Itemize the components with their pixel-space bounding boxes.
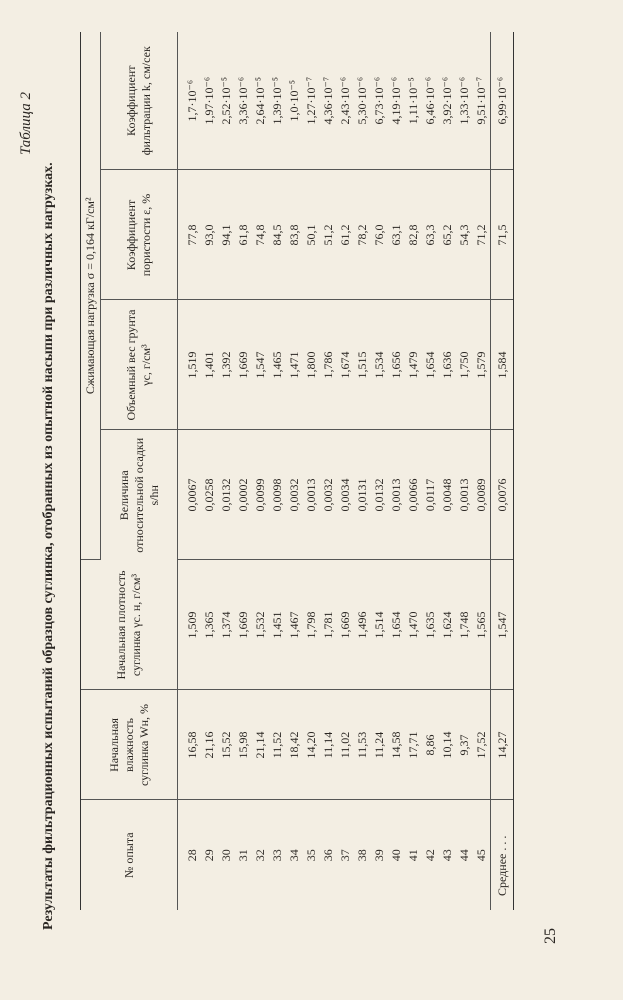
cell-density: 1,654: [388, 560, 405, 690]
cell-num: 42: [423, 849, 437, 862]
cell-num: 34: [287, 849, 301, 862]
cell-porosity: 61,2: [337, 170, 354, 300]
cell-moisture: 21,16: [201, 690, 218, 800]
cell-moisture: 18,42: [286, 690, 303, 800]
header-filtration: Коэффициент фильтрации k, см/сек: [101, 32, 178, 170]
cell-filtration: 9,51·10⁻⁷: [473, 32, 491, 170]
cell-settlement: 0,0032: [320, 430, 337, 560]
cell-unit-weight: 1,656: [388, 300, 405, 430]
cell-moisture: 11,14: [320, 690, 337, 800]
table-row: [337, 32, 354, 910]
cell-settlement: 0,0013: [456, 430, 473, 560]
cell-num: 37: [338, 849, 352, 862]
cell-unit-weight: 1,479: [405, 300, 422, 430]
cell-filtration: 1,11·10⁻⁵: [405, 32, 422, 170]
table-row: [456, 32, 473, 910]
cell-porosity: 71,2: [473, 170, 491, 300]
cell-porosity: 63,1: [388, 170, 405, 300]
cell-density: 1,514: [371, 560, 388, 690]
cell-density: 1,509: [178, 560, 202, 690]
cell-density: 1,669: [235, 560, 252, 690]
cell-density: 1,624: [439, 560, 456, 690]
cell-settlement: 0,0032: [286, 430, 303, 560]
cell-density: 1,365: [201, 560, 218, 690]
cell-settlement: 0,0066: [405, 430, 422, 560]
cell-filtration: 1,27·10⁻⁷: [303, 32, 320, 170]
results-table: [80, 32, 514, 910]
cell-num: 33: [270, 849, 284, 862]
cell-unit-weight: 1,534: [371, 300, 388, 430]
cell-num: 32: [253, 849, 267, 862]
average-moisture: 14,27: [491, 690, 514, 800]
average-filtration: 6,99·10⁻⁶: [491, 32, 514, 170]
cell-unit-weight: 1,750: [456, 300, 473, 430]
cell-porosity: 76,0: [371, 170, 388, 300]
cell-porosity: 54,3: [456, 170, 473, 300]
header-moisture: Начальная влажность суглинка Wн, %: [81, 690, 178, 800]
cell-settlement: 0,0089: [473, 430, 491, 560]
cell-porosity: 93,0: [201, 170, 218, 300]
cell-num: 31: [236, 849, 250, 862]
table-row: [388, 32, 405, 910]
cell-settlement: 0,0098: [269, 430, 286, 560]
cell-porosity: 65,2: [439, 170, 456, 300]
cell-porosity: 78,2: [354, 170, 371, 300]
cell-moisture: 11,02: [337, 690, 354, 800]
average-settlement: 0,0076: [491, 430, 514, 560]
cell-settlement: 0,0013: [303, 430, 320, 560]
table-title: Результаты фильтрационных испытаний образцов суглинка, отобранных из опытной насыпи при различных нагрузках.: [41, 162, 56, 930]
cell-settlement: 0,0067: [178, 430, 202, 560]
cell-moisture: 14,58: [388, 690, 405, 800]
cell-porosity: 74,8: [252, 170, 269, 300]
table-row: [354, 32, 371, 910]
cell-settlement: 0,0034: [337, 430, 354, 560]
cell-moisture: 21,14: [252, 690, 269, 800]
cell-filtration: 1,97·10⁻⁶: [201, 32, 218, 170]
cell-density: 1,565: [473, 560, 491, 690]
cell-filtration: 3,36·10⁻⁶: [235, 32, 252, 170]
cell-filtration: 4,19·10⁻⁶: [388, 32, 405, 170]
cell-density: 1,470: [405, 560, 422, 690]
cell-num: 28: [185, 849, 199, 862]
table-row: [405, 32, 422, 910]
cell-num: 36: [321, 849, 335, 862]
cell-filtration: 1,39·10⁻⁵: [269, 32, 286, 170]
cell-settlement: 0,0131: [354, 430, 371, 560]
cell-density: 1,374: [218, 560, 235, 690]
cell-filtration: 1,7·10⁻⁶: [178, 32, 202, 170]
cell-settlement: 0,0002: [235, 430, 252, 560]
cell-settlement: 0,0048: [439, 430, 456, 560]
cell-unit-weight: 1,674: [337, 300, 354, 430]
cell-unit-weight: 1,392: [218, 300, 235, 430]
cell-filtration: 2,52·10⁻⁵: [218, 32, 235, 170]
cell-filtration: 6,46·10⁻⁶: [422, 32, 439, 170]
header-density: Начальная плотность суглинка γс. н, г/см³: [81, 560, 178, 690]
cell-settlement: 0,0258: [201, 430, 218, 560]
cell-filtration: 3,92·10⁻⁶: [439, 32, 456, 170]
cell-moisture: 15,98: [235, 690, 252, 800]
cell-porosity: 61,8: [235, 170, 252, 300]
cell-moisture: 10,14: [439, 690, 456, 800]
cell-moisture: 14,20: [303, 690, 320, 800]
cell-filtration: 5,30·10⁻⁶: [354, 32, 371, 170]
cell-num: 40: [389, 849, 403, 862]
cell-unit-weight: 1,669: [235, 300, 252, 430]
header-num: № опыта: [81, 800, 178, 910]
cell-moisture: 8,86: [422, 690, 439, 800]
header-settlement: Величина относительной осадки s/hн: [101, 430, 178, 560]
cell-unit-weight: 1,401: [201, 300, 218, 430]
cell-moisture: 17,71: [405, 690, 422, 800]
cell-unit-weight: 1,579: [473, 300, 491, 430]
cell-num: 41: [406, 849, 420, 862]
cell-unit-weight: 1,654: [422, 300, 439, 430]
cell-unit-weight: 1,800: [303, 300, 320, 430]
cell-unit-weight: 1,786: [320, 300, 337, 430]
table-body: [178, 32, 491, 910]
cell-filtration: 1,0·10⁻⁵: [286, 32, 303, 170]
cell-unit-weight: 1,547: [252, 300, 269, 430]
table-row: [303, 32, 320, 910]
average-density: 1,547: [491, 560, 514, 690]
table-row: [269, 32, 286, 910]
cell-porosity: 82,8: [405, 170, 422, 300]
cell-num: 45: [474, 849, 488, 862]
cell-density: 1,635: [422, 560, 439, 690]
cell-density: 1,467: [286, 560, 303, 690]
cell-settlement: 0,0132: [218, 430, 235, 560]
cell-porosity: 83,8: [286, 170, 303, 300]
cell-unit-weight: 1,471: [286, 300, 303, 430]
cell-density: 1,451: [269, 560, 286, 690]
cell-num: 39: [372, 849, 386, 862]
cell-porosity: 84,5: [269, 170, 286, 300]
cell-filtration: 2,64·10⁻⁵: [252, 32, 269, 170]
cell-porosity: 63,3: [422, 170, 439, 300]
table-row: [218, 32, 235, 910]
cell-num: 44: [457, 849, 471, 862]
table-row: [286, 32, 303, 910]
cell-num: 29: [202, 849, 216, 862]
cell-density: 1,798: [303, 560, 320, 690]
average-row: [491, 32, 514, 910]
cell-moisture: 11,24: [371, 690, 388, 800]
cell-density: 1,532: [252, 560, 269, 690]
cell-density: 1,748: [456, 560, 473, 690]
cell-density: 1,669: [337, 560, 354, 690]
table-row: [201, 32, 218, 910]
cell-porosity: 51,2: [320, 170, 337, 300]
table-row: [320, 32, 337, 910]
cell-settlement: 0,0013: [388, 430, 405, 560]
cell-filtration: 1,33·10⁻⁶: [456, 32, 473, 170]
table-row: [178, 32, 202, 910]
cell-porosity: 77,8: [178, 170, 202, 300]
average-unit-weight: 1,584: [491, 300, 514, 430]
average-porosity: 71,5: [491, 170, 514, 300]
cell-settlement: 0,0132: [371, 430, 388, 560]
table-label: Таблица 2: [18, 92, 34, 155]
table-row: [252, 32, 269, 910]
cell-moisture: 11,53: [354, 690, 371, 800]
cell-moisture: 17,52: [473, 690, 491, 800]
cell-density: 1,496: [354, 560, 371, 690]
cell-filtration: 6,73·10⁻⁶: [371, 32, 388, 170]
cell-moisture: 11,52: [269, 690, 286, 800]
cell-density: 1,781: [320, 560, 337, 690]
cell-num: 35: [304, 849, 318, 862]
table-row: [439, 32, 456, 910]
cell-moisture: 16,58: [178, 690, 202, 800]
table-row: [473, 32, 491, 910]
cell-unit-weight: 1,519: [178, 300, 202, 430]
cell-unit-weight: 1,515: [354, 300, 371, 430]
table-row: [235, 32, 252, 910]
table-row: [422, 32, 439, 910]
cell-porosity: 94,1: [218, 170, 235, 300]
cell-moisture: 9,37: [456, 690, 473, 800]
cell-unit-weight: 1,465: [269, 300, 286, 430]
cell-num: 38: [355, 849, 369, 862]
cell-unit-weight: 1,636: [439, 300, 456, 430]
page-number: 25: [542, 928, 559, 944]
table-row: [371, 32, 388, 910]
cell-porosity: 50,1: [303, 170, 320, 300]
header-unit-weight: Объемный вес грунта γс, г/см³: [101, 300, 178, 430]
cell-moisture: 15,52: [218, 690, 235, 800]
header-porosity: Коэффициент пористости ε, %: [101, 170, 178, 300]
header-load-group: Сжимающая нагрузка σ = 0,164 кГ/см²: [81, 32, 101, 560]
cell-settlement: 0,0117: [422, 430, 439, 560]
cell-settlement: 0,0099: [252, 430, 269, 560]
cell-filtration: 2,43·10⁻⁶: [337, 32, 354, 170]
cell-num: 43: [440, 849, 454, 862]
cell-num: 30: [219, 849, 233, 862]
cell-filtration: 4,36·10⁻⁷: [320, 32, 337, 170]
average-label: Среднее . . .: [491, 800, 514, 910]
